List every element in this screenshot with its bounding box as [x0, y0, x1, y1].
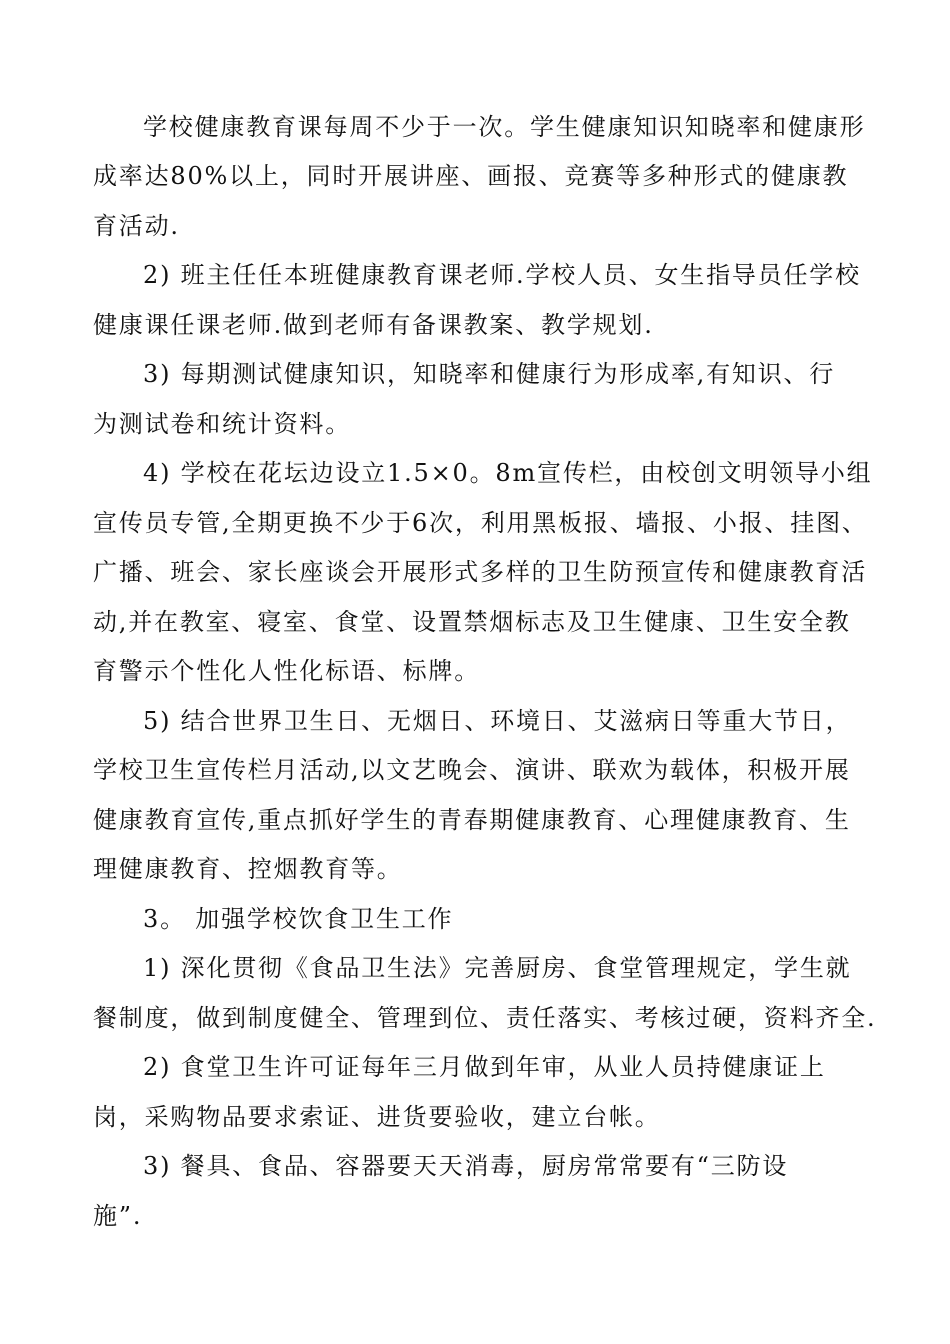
text-line: 健康教育宣传,重点抓好学生的青春期健康教育、心理健康教育、生: [93, 806, 851, 834]
text-line: 4) 学校在花坛边设立1.5×0。8m宣传栏，由校创文明领导小组: [143, 459, 873, 487]
text-line: 成率达80%以上，同时开展讲座、画报、竞赛等多种形式的健康教: [93, 162, 849, 190]
text-line: 施”.: [93, 1202, 143, 1230]
text-line: 学校健康教育课每周不少于一次。学生健康知识知晓率和健康形: [143, 113, 866, 141]
text-line: 2) 班主任任本班健康教育课老师.学校人员、女生指导员任学校: [143, 261, 861, 289]
text-line: 理健康教育、控烟教育等。: [93, 855, 403, 883]
text-line: 学校卫生宣传栏月活动,以文艺晚会、演讲、联欢为载体，积极开展: [93, 756, 851, 784]
section-heading: 3。 加强学校饮食卫生工作: [143, 905, 454, 933]
text-line: 3) 餐具、食品、容器要天天消毒，厨房常常要有“三防设: [143, 1152, 789, 1180]
text-line: 动,并在教室、寝室、食堂、设置禁烟标志及卫生健康、卫生安全教: [93, 608, 851, 636]
text-line: 宣传员专管,全期更换不少于6次，利用黑板报、墙报、小报、挂图、: [93, 509, 868, 537]
text-line: 餐制度，做到制度健全、管理到位、责任落实、考核过硬，资料齐全.: [93, 1004, 877, 1032]
text-line: 为测试卷和统计资料。: [93, 410, 351, 438]
text-line: 岗，采购物品要求索证、进货要验收，建立台帐。: [93, 1103, 661, 1131]
text-line: 育活动.: [93, 212, 180, 240]
text-line: 健康课任课老师.做到老师有备课教案、教学规划.: [93, 311, 654, 339]
text-line: 3) 每期测试健康知识，知晓率和健康行为形成率,有知识、行: [143, 360, 836, 388]
text-line: 2) 食堂卫生许可证每年三月做到年审，从业人员持健康证上: [143, 1053, 826, 1081]
text-line: 育警示个性化人性化标语、标牌。: [93, 657, 480, 685]
text-line: 广播、班会、家长座谈会开展形式多样的卫生防预宣传和健康教育活: [93, 558, 867, 586]
text-line: 5) 结合世界卫生日、无烟日、环境日、艾滋病日等重大节日，: [143, 707, 852, 735]
text-line: 1) 深化贯彻《食品卫生法》完善厨房、食堂管理规定，学生就: [143, 954, 852, 982]
